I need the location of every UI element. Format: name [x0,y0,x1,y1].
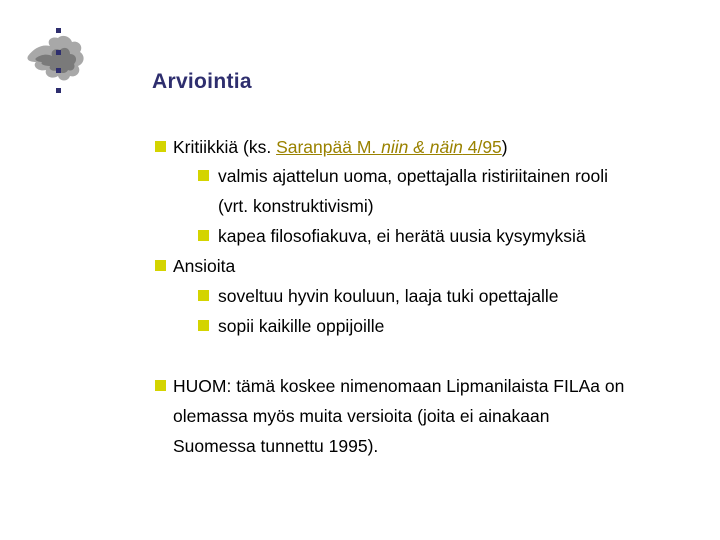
subbullet-soveltuu: soveltuu hyvin kouluun, laaja tuki opettajalle [218,286,559,306]
bullet-square [155,141,166,152]
subbullet-valmis-cont: (vrt. konstruktivismi) [218,196,374,216]
reference-link-author: Saranpää M. [276,137,382,157]
subbullet-kapea: kapea filosofiakuva, ei herätä uusia kysymyksiä [218,226,586,246]
reference-link-issue: 4/95 [462,137,502,157]
reference-link-journal: niin & näin [381,137,463,157]
bullet-square [155,380,166,391]
bullet-text: Kritiikkiä (ks. [173,137,277,157]
bullet-kritiikkia [173,137,508,157]
helsinki-university-flame-logo-icon [22,26,90,98]
subbullet-valmis: valmis ajattelun uoma, opettajalla ristiriitainen rooli [218,166,609,186]
bullet-square [155,260,166,271]
bullet-huom-cont2: Suomessa tunnettu 1995). [173,436,379,456]
bullet-square [198,170,209,181]
bullet-square [198,320,209,331]
reference-link[interactable] [276,137,502,157]
bullet-huom-cont1: olemassa myös muita versioita (joita ei ainakaan [173,406,550,426]
bullet-square [198,230,209,241]
bullet-huom: HUOM: tämä koskee nimenomaan Lipmanilaista FILAa on [173,376,625,396]
subbullet-sopii: sopii kaikille oppijoille [218,316,385,336]
bullet-ansioita: Ansioita [173,256,236,276]
bullet-square [198,290,209,301]
slide-title: Arviointia [152,70,252,93]
bullet-text-suffix: ) [501,137,508,157]
